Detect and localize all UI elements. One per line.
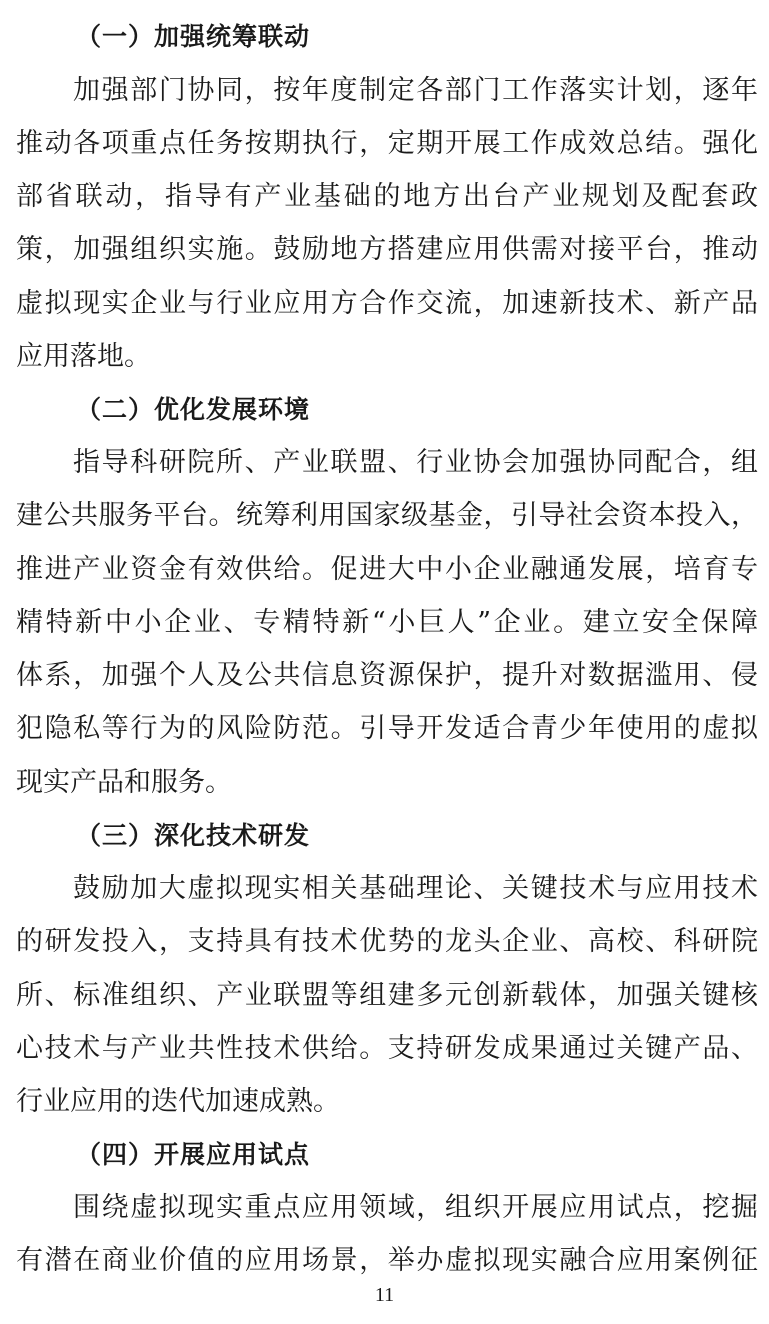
paragraph-line: 虚拟现实企业与行业应用方合作交流，加速新技术、新产品 (16, 288, 758, 319)
paragraph-line: 鼓励加大虚拟现实相关基础理论、关键技术与应用技术 (73, 873, 758, 904)
paragraph-line: 指导科研院所、产业联盟、行业协会加强协同配合，组 (73, 447, 758, 478)
paragraph-line: 应用落地。 (16, 341, 151, 372)
paragraph-line: 现实产品和服务。 (16, 767, 232, 798)
paragraph-line: 精特新中小企业、专精特新“小巨人”企业。建立安全保障 (16, 607, 758, 638)
page-number: 11 (374, 1284, 395, 1306)
paragraph-line: 的研发投入，支持具有技术优势的龙头企业、高校、科研院 (16, 926, 758, 957)
section-heading-3: （三）深化技术研发 (76, 821, 311, 850)
paragraph-line: 有潜在商业价值的应用场景，举办虚拟现实融合应用案例征 (16, 1245, 758, 1276)
paragraph-line: 心技术与产业共性技术供给。支持研发成果通过关键产品、 (16, 1033, 758, 1064)
paragraph-line: 推动各项重点任务按期执行，定期开展工作成效总结。强化 (16, 128, 758, 159)
section-heading-1: （一）加强统筹联动 (76, 22, 311, 51)
paragraph-line: 建公共服务平台。统筹利用国家级基金，引导社会资本投入， (16, 500, 758, 531)
paragraph-line: 围绕虚拟现实重点应用领域，组织开展应用试点，挖掘 (73, 1192, 758, 1223)
section-heading-2: （二）优化发展环境 (76, 395, 311, 424)
paragraph-line: 所、标准组织、产业联盟等组建多元创新载体，加强关键核 (16, 980, 758, 1011)
paragraph-line: 体系，加强个人及公共信息资源保护，提升对数据滥用、侵 (16, 660, 758, 691)
section-heading-4: （四）开展应用试点 (76, 1140, 311, 1169)
paragraph-line: 犯隐私等行为的风险防范。引导开发适合青少年使用的虚拟 (16, 713, 758, 744)
paragraph-line: 策，加强组织实施。鼓励地方搭建应用供需对接平台，推动 (16, 234, 758, 265)
paragraph-line: 推进产业资金有效供给。促进大中小企业融通发展，培育专 (16, 554, 758, 585)
paragraph-line: 部省联动，指导有产业基础的地方出台产业规划及配套政 (16, 181, 758, 212)
paragraph-line: 行业应用的迭代加速成熟。 (16, 1086, 340, 1117)
paragraph-line: 加强部门协同，按年度制定各部门工作落实计划，逐年 (73, 75, 758, 106)
